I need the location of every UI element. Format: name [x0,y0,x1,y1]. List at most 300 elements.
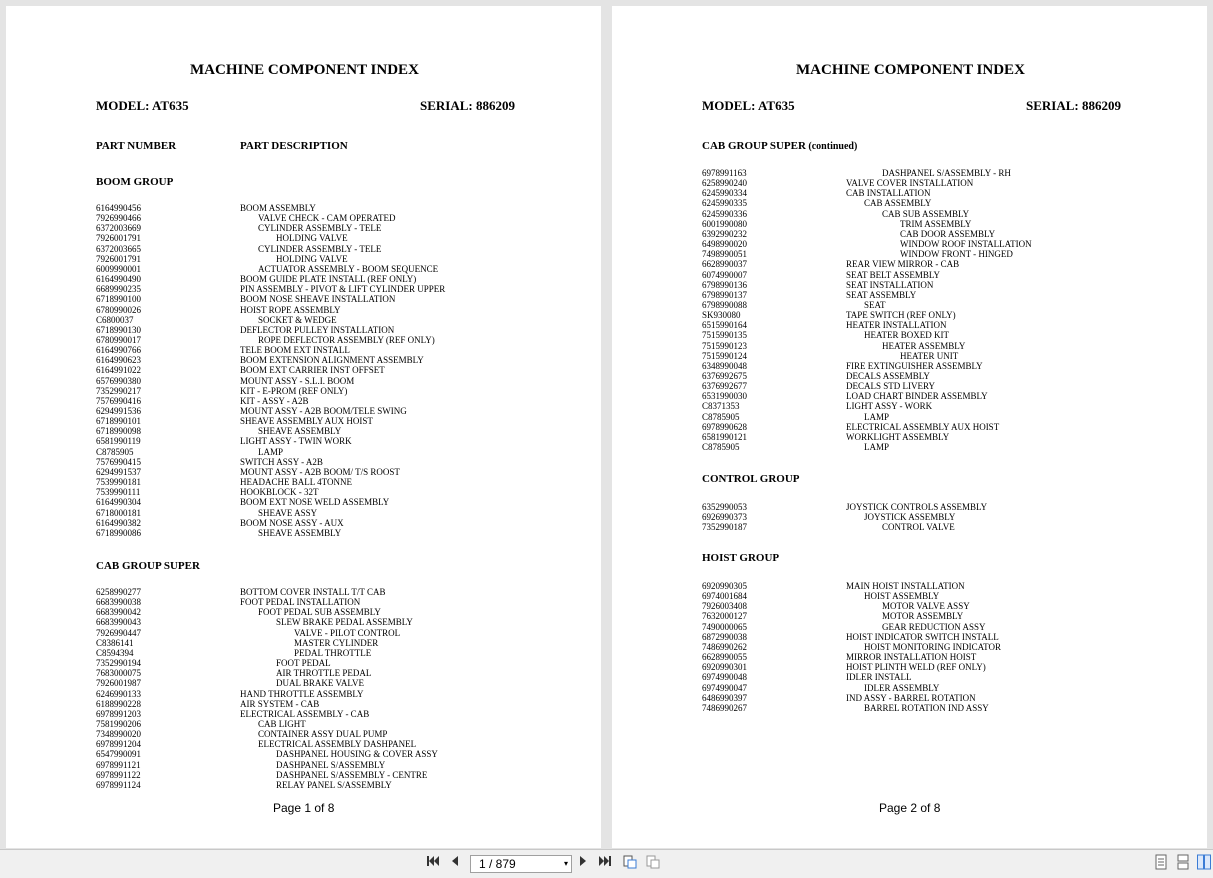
viewer-toolbar [0,849,1213,878]
part-description: HOOKBLOCK - 32T [240,487,319,498]
serial-label: SERIAL: 886209 [1026,98,1121,113]
part-number: 7926001987 [96,678,141,689]
list-item [612,622,1207,632]
list-item [612,391,1207,401]
list-item [6,335,601,345]
two-page-view-icon[interactable] [1197,854,1211,873]
part-description: RELAY PANEL S/ASSEMBLY [276,779,392,790]
part-number: 7515990123 [702,340,747,351]
part-description: HOLDING VALVE [276,233,348,244]
group-heading: CAB GROUP SUPER [96,560,200,572]
part-number: 7498990051 [702,249,747,260]
part-number: 7352990217 [96,385,141,396]
part-description: MOUNT ASSY - A2B BOOM/TELE SWING [240,406,407,416]
part-description: BOOM EXTENSION ALIGNMENT ASSEMBLY [240,355,424,366]
part-description: LOAD CHART BINDER ASSEMBLY [846,391,988,402]
part-number: 6258990240 [702,178,747,189]
list-item [6,678,601,688]
part-description: SEAT BELT ASSEMBLY [846,269,940,280]
list-item [6,477,601,487]
part-description: AIR THROTTLE PEDAL [276,668,372,679]
part-number: C8371353 [702,401,740,412]
part-description: LIGHT ASSY - TWIN WORK [240,436,352,447]
part-description: BOOM ASSEMBLY [240,203,316,213]
part-description: MASTER CYLINDER [294,637,379,648]
part-description: VALVE - PILOT CONTROL [294,627,401,638]
group-heading: HOIST GROUP [702,552,780,564]
part-description: CAB INSTALLATION [846,188,931,199]
list-item [6,689,601,699]
part-number: 7486990262 [702,641,747,652]
part-number: 7926990466 [96,213,141,224]
part-number: 6683990043 [96,617,141,628]
page-indicator: 1 / 879 [479,857,516,871]
part-description: CAB LIGHT [258,718,306,729]
part-number: 6576990380 [96,375,141,386]
part-description: IND ASSY - BARREL ROTATION [846,692,976,703]
list-item [6,305,601,315]
list-item [6,607,601,617]
part-number: 6978991124 [96,779,141,790]
part-number: 6372003669 [96,223,141,234]
part-description: TAPE SWITCH (REF ONLY) [846,310,956,321]
list-item [612,683,1207,693]
list-item [6,709,601,719]
part-description: CAB ASSEMBLY [864,198,932,209]
part-description: MOTOR VALVE ASSY [882,601,970,612]
list-item [612,662,1207,672]
list-item [612,219,1207,229]
list-item [6,365,601,375]
part-number: 6245990334 [702,188,747,199]
part-description: ROPE DEFLECTOR ASSEMBLY (REF ONLY) [258,334,435,345]
part-number: 7490000065 [702,621,747,632]
list-item [612,432,1207,442]
part-number: 6718990101 [96,416,141,427]
part-number: 6798990137 [702,289,747,300]
part-number: 7486990267 [702,702,747,713]
part-description: TRIM ASSEMBLY [900,218,972,229]
list-item [612,188,1207,198]
list-item [6,749,601,759]
part-number: C8785905 [96,446,134,457]
part-description: KIT - E-PROM (REF ONLY) [240,385,348,396]
part-description: SEAT ASSEMBLY [846,289,917,300]
list-item [612,249,1207,259]
part-description: VALVE COVER INSTALLATION [846,178,974,189]
part-description: MAIN HOIST INSTALLATION [846,581,965,591]
part-description: HEADACHE BALL 4TONNE [240,477,352,488]
list-item [6,264,601,274]
part-number: 6245990335 [702,198,747,209]
part-description: HEATER INSTALLATION [846,320,947,331]
list-item [6,294,601,304]
part-description: CAB DOOR ASSEMBLY [900,228,996,239]
part-description: AIR SYSTEM - CAB [240,698,320,709]
part-number: 6920990301 [702,662,747,673]
list-item [612,330,1207,340]
list-item [6,396,601,406]
list-item [6,355,601,365]
part-number: 7926001791 [96,253,141,264]
part-description: BARREL ROTATION IND ASSY [864,702,989,713]
page-footer: Page 1 of 8 [273,801,335,815]
list-item [6,638,601,648]
part-description: BOOM EXT CARRIER INST OFFSET [240,365,385,376]
list-item [6,518,601,528]
part-number: 6718990100 [96,294,141,305]
part-number: 7926003408 [702,601,747,612]
serial-label: SERIAL: 886209 [420,98,515,113]
part-description: HOIST INDICATOR SWITCH INSTALL [846,631,999,642]
part-description: DASHPANEL S/ASSEMBLY - RH [882,168,1011,178]
list-item [6,254,601,264]
part-description: LAMP [864,411,890,422]
part-number: 6718990098 [96,426,141,437]
part-description: DEFLECTOR PULLEY INSTALLATION [240,324,395,335]
part-number: 6978991203 [96,708,141,719]
list-item [6,760,601,770]
part-number: 6780990026 [96,304,141,315]
part-description: CONTAINER ASSY DUAL PUMP [258,729,388,740]
part-description: MOUNT ASSY - S.L.I. BOOM [240,375,355,386]
rotate-alt-icon[interactable] [645,854,661,873]
part-description: WINDOW FRONT - HINGED [900,249,1013,260]
part-number: 6978991122 [96,769,141,780]
list-item [6,416,601,426]
part-description: LAMP [864,442,890,453]
list-item [612,601,1207,611]
part-number: 7515990124 [702,350,747,361]
list-item [612,270,1207,280]
part-number: 6581990119 [96,436,141,447]
part-number: 7926001791 [96,233,141,244]
part-number: 6978991204 [96,739,141,750]
part-description: MOUNT ASSY - A2B BOOM/ T/S ROOST [240,466,400,477]
part-number: 6294991536 [96,406,141,416]
list-item [6,447,601,457]
list-item [612,320,1207,330]
part-number: 6372003665 [96,243,141,254]
part-description: SHEAVE ASSEMBLY [258,527,342,538]
part-description: CAB SUB ASSEMBLY [882,208,970,219]
part-description: IDLER ASSEMBLY [864,682,940,693]
part-number: 6978990628 [702,421,747,432]
part-description: TELE BOOM EXT INSTALL [240,345,350,356]
list-item [6,376,601,386]
part-number: 7581990206 [96,718,141,729]
part-description: LAMP [258,446,284,457]
single-page-view-icon[interactable] [1154,854,1168,873]
document-page-1 [6,6,601,848]
list-item [612,703,1207,713]
part-number: 6798990088 [702,299,747,310]
list-item [6,345,601,355]
list-item [612,422,1207,432]
part-description: ACTUATOR ASSEMBLY - BOOM SEQUENCE [258,263,439,274]
part-number: C8785905 [702,411,740,422]
list-item [612,642,1207,652]
list-item [6,528,601,538]
part-number: 6188990228 [96,698,141,709]
list-item [612,512,1207,522]
part-number: 6798990136 [702,279,747,290]
part-description: REAR VIEW MIRROR - CAB [846,259,960,270]
part-description: HOIST ASSEMBLY [864,591,940,602]
part-number: C6800037 [96,314,134,325]
chevron-down-icon[interactable]: ▾ [563,859,568,868]
part-number: 6164990382 [96,517,141,528]
part-description: BOOM GUIDE PLATE INSTALL (REF ONLY) [240,274,417,285]
model-label: MODEL: AT635 [702,98,795,113]
list-item [6,617,601,627]
part-number: 6001990080 [702,218,747,229]
part-number: 6683990042 [96,607,141,618]
list-item [612,361,1207,371]
group-heading-suffix: (continued) [805,141,858,152]
part-description: HEATER ASSEMBLY [882,340,966,351]
list-item [612,672,1207,682]
part-description: ELECTRICAL ASSEMBLY DASHPANEL [258,739,417,750]
list-item [612,522,1207,532]
part-description: MIRROR INSTALLATION HOIST [846,652,977,663]
list-item [6,426,601,436]
list-item [612,611,1207,621]
part-description: MOTOR ASSEMBLY [882,611,964,622]
part-number: 7352990194 [96,658,141,669]
part-description: SOCKET & WEDGE [258,314,337,325]
part-number: 6164991022 [96,365,141,376]
page-footer: Page 2 of 8 [879,801,941,815]
list-item [612,693,1207,703]
list-item [612,290,1207,300]
part-number: 6376992677 [702,381,747,392]
part-number: 6718990086 [96,527,141,538]
part-number: C8785905 [702,442,740,453]
list-item [6,508,601,518]
part-description: HOIST PLINTH WELD (REF ONLY) [846,662,986,673]
list-item [6,233,601,243]
list-item [612,168,1207,178]
list-item [612,229,1207,239]
part-number: 7352990187 [702,522,747,533]
part-description: BOOM EXT NOSE WELD ASSEMBLY [240,497,390,508]
list-item [612,581,1207,591]
part-number: 6978991121 [96,759,141,770]
part-number: 6926990373 [702,512,747,523]
list-item [6,315,601,325]
part-description: FOOT PEDAL SUB ASSEMBLY [258,607,381,618]
list-item [612,300,1207,310]
part-description: PIN ASSEMBLY - PIVOT & LIFT CYLINDER UPPER [240,284,446,295]
part-description: BOOM NOSE ASSY - AUX [240,517,344,528]
part-number: SK930080 [702,310,741,321]
part-number: 6245990336 [702,208,747,219]
part-number: 6974990047 [702,682,747,693]
page-number-field[interactable] [470,855,572,873]
part-number: 7515990135 [702,330,747,341]
list-item [612,502,1207,512]
model-label: MODEL: AT635 [96,98,189,113]
list-item [6,386,601,396]
part-number: 6683990038 [96,597,141,608]
part-description: GEAR REDUCTION ASSY [882,621,986,632]
group-heading: BOOM GROUP [96,176,174,188]
list-item [6,699,601,709]
part-number: 6164990456 [96,203,141,213]
list-item [612,259,1207,269]
part-description: ELECTRICAL ASSEMBLY - CAB [240,708,370,719]
list-item [6,648,601,658]
page-title: MACHINE COMPONENT INDEX [796,62,1025,78]
part-number: 7539990111 [96,487,141,498]
part-description: DASHPANEL S/ASSEMBLY - CENTRE [276,769,428,780]
part-number: 6258990277 [96,587,141,597]
group-heading: CONTROL GROUP [702,473,800,485]
list-item [6,213,601,223]
list-item [6,244,601,254]
list-item [6,780,601,790]
list-item [612,178,1207,188]
list-item [612,351,1207,361]
part-description: JOYSTICK CONTROLS ASSEMBLY [846,502,988,512]
part-number: C8386141 [96,637,134,648]
part-description: SLEW BRAKE PEDAL ASSEMBLY [276,617,413,628]
part-number: 6074990007 [702,269,747,280]
part-description: CYLINDER ASSEMBLY - TELE [258,223,382,234]
prev-page-icon[interactable] [450,854,460,871]
list-item [612,632,1207,642]
part-description: JOYSTICK ASSEMBLY [864,512,956,523]
list-item [6,597,601,607]
part-number: 6780990017 [96,334,141,345]
list-item [6,325,601,335]
group-heading [702,140,857,152]
list-item [612,310,1207,320]
list-item [612,442,1207,452]
list-item [6,658,601,668]
list-item [612,401,1207,411]
part-description: IDLER INSTALL [846,672,912,683]
part-description: BOTTOM COVER INSTALL T/T CAB [240,587,386,597]
part-description: DECALS STD LIVERY [846,381,936,392]
part-description: VALVE CHECK - CAM OPERATED [258,213,396,224]
list-item [6,436,601,446]
next-page-icon[interactable] [578,854,588,871]
list-item [612,239,1207,249]
part-description: SHEAVE ASSEMBLY [258,426,342,437]
list-item [6,284,601,294]
part-description: HEATER BOXED KIT [864,330,949,341]
part-number: 6164990304 [96,497,141,508]
list-item [612,381,1207,391]
rotate-icon[interactable] [622,854,638,873]
part-number: 6581990121 [702,431,747,442]
document-page-2 [612,6,1207,848]
part-description: SEAT INSTALLATION [846,279,934,290]
part-number: 7632000127 [702,611,747,622]
part-description: SWITCH ASSY - A2B [240,456,323,467]
list-item [6,628,601,638]
list-item [6,467,601,477]
part-description: DUAL BRAKE VALVE [276,678,365,689]
part-number: 6718000181 [96,507,141,518]
list-item [6,668,601,678]
part-number: 7576990415 [96,456,141,467]
list-item [6,729,601,739]
last-page-icon[interactable] [598,854,612,871]
part-description: WORKLIGHT ASSEMBLY [846,431,950,442]
list-item [612,341,1207,351]
list-item [612,591,1207,601]
part-number: 6486990397 [702,692,747,703]
part-number: 6547990091 [96,749,141,760]
part-description: ELECTRICAL ASSEMBLY AUX HOIST [846,421,1000,432]
part-number: C8594394 [96,647,134,658]
first-page-icon[interactable] [426,854,440,871]
list-item [6,487,601,497]
part-number: 6920990305 [702,581,747,591]
page-title: MACHINE COMPONENT INDEX [190,62,419,78]
list-item [6,587,601,597]
part-description: HAND THROTTLE ASSEMBLY [240,688,364,699]
part-number: 7576990416 [96,395,141,406]
part-description: HOIST MONITORING INDICATOR [864,641,1002,652]
part-number: 7683000075 [96,668,141,679]
list-item [6,203,601,213]
part-number: 6348990048 [702,360,747,371]
part-description: HOLDING VALVE [276,253,348,264]
list-item [6,770,601,780]
part-description: SHEAVE ASSEMBLY AUX HOIST [240,416,373,427]
part-number: 6246990133 [96,688,141,699]
part-number: 6392990232 [702,228,747,239]
list-item [612,652,1207,662]
part-number: 6628990037 [702,259,747,270]
part-number: 6978991163 [702,168,747,178]
part-number: 6164990490 [96,274,141,285]
part-number: 6628990055 [702,652,747,663]
list-item [6,719,601,729]
part-description: SEAT [864,299,886,310]
part-number: 6872990038 [702,631,747,642]
part-number: 6974001684 [702,591,747,602]
part-description: FOOT PEDAL INSTALLATION [240,597,361,608]
part-description: DASHPANEL S/ASSEMBLY [276,759,386,770]
part-number: 6974990048 [702,672,747,683]
part-number: 7539990181 [96,477,141,488]
list-item [612,198,1207,208]
list-item [6,223,601,233]
part-description: KIT - ASSY - A2B [240,395,309,406]
continuous-view-icon[interactable] [1176,854,1190,873]
list-item [6,739,601,749]
part-description: DECALS ASSEMBLY [846,371,930,381]
part-number: 6009990001 [96,263,141,274]
list-item [6,497,601,507]
part-number: 6294991537 [96,466,141,477]
part-number: 6498990020 [702,239,747,250]
part-number: 6376992675 [702,371,747,381]
part-description: CONTROL VALVE [882,522,955,533]
part-number: 6352990053 [702,502,747,512]
part-number: 6515990164 [702,320,747,331]
part-description: SHEAVE ASSY [258,507,318,518]
part-description: FOOT PEDAL [276,658,331,669]
part-number: 7926990447 [96,627,141,638]
part-number: 6164990623 [96,355,141,366]
part-description: BOOM NOSE SHEAVE INSTALLATION [240,294,396,305]
